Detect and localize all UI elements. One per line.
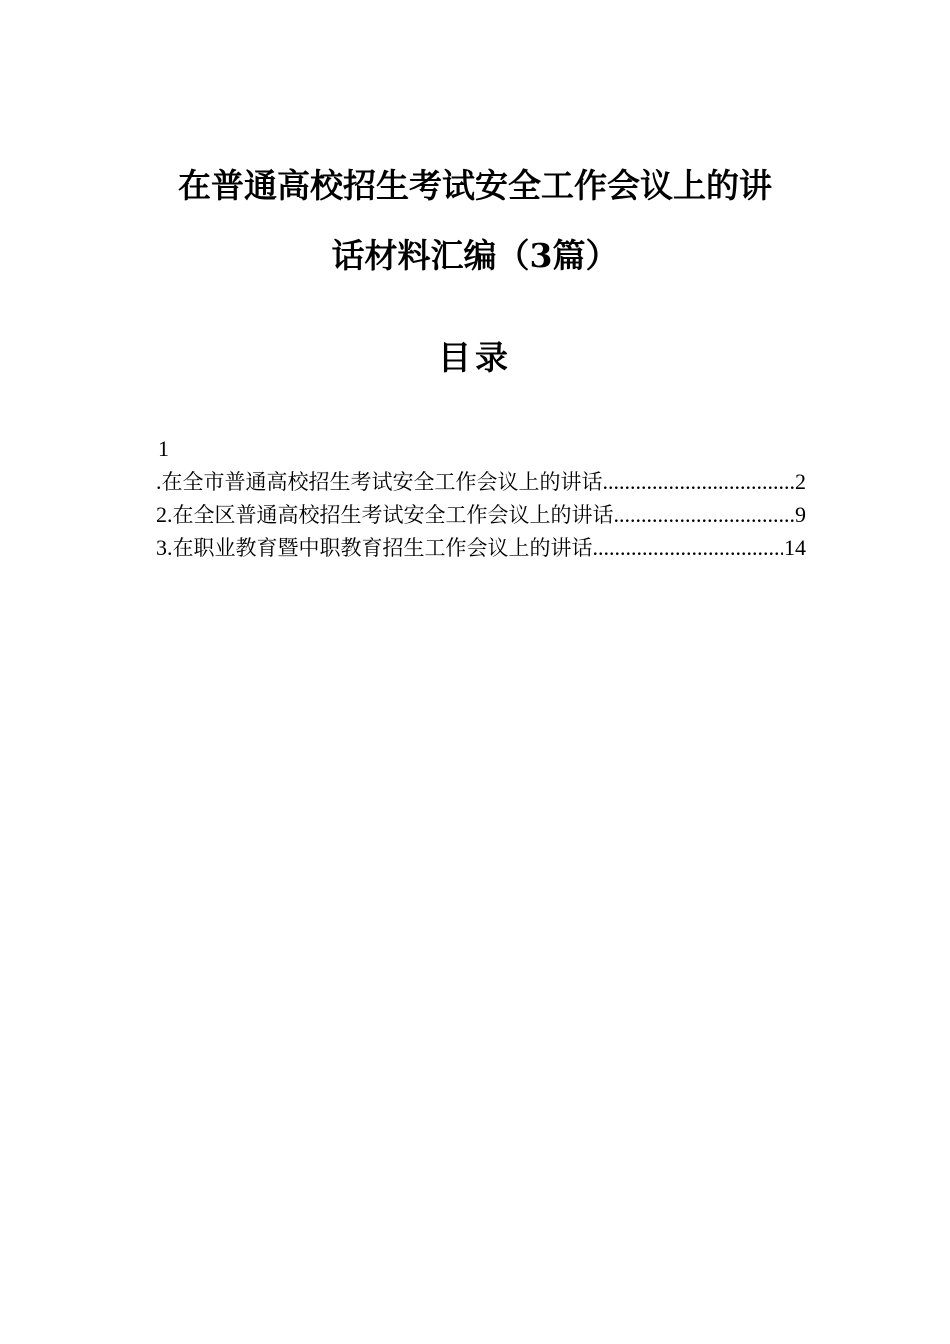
table-of-contents — [156, 432, 806, 564]
toc-entry-page: 14 — [784, 535, 806, 560]
toc-entry-prefix: . — [156, 469, 162, 494]
toc-entry-page: 2 — [795, 469, 806, 494]
toc-entry-1-number: 1 — [158, 436, 169, 461]
toc-entry-text: 在全市普通高校招生考试安全工作会议上的讲话 — [161, 470, 603, 494]
toc-leader-dots — [603, 465, 795, 498]
document-title-line-2: 话材料汇编（3篇） — [331, 236, 619, 275]
toc-leader-dots — [593, 531, 784, 564]
toc-heading: 目录 — [438, 338, 512, 377]
toc-entry-text: 在全区普通高校招生考试安全工作会议上的讲话 — [172, 503, 614, 527]
toc-entry-text: 在职业教育暨中职教育招生工作会议上的讲话 — [172, 536, 593, 560]
toc-entry-page: 9 — [795, 502, 806, 527]
toc-entry-1[interactable] — [156, 465, 806, 498]
toc-entry-3[interactable] — [156, 531, 806, 564]
toc-leader-dots — [614, 498, 795, 531]
document-title-line-1: 在普通高校招生考试安全工作会议上的讲 — [178, 166, 772, 205]
toc-entry-prefix: 2. — [156, 502, 173, 527]
toc-entry-prefix: 3. — [156, 535, 173, 560]
toc-entry-2[interactable] — [156, 498, 806, 531]
